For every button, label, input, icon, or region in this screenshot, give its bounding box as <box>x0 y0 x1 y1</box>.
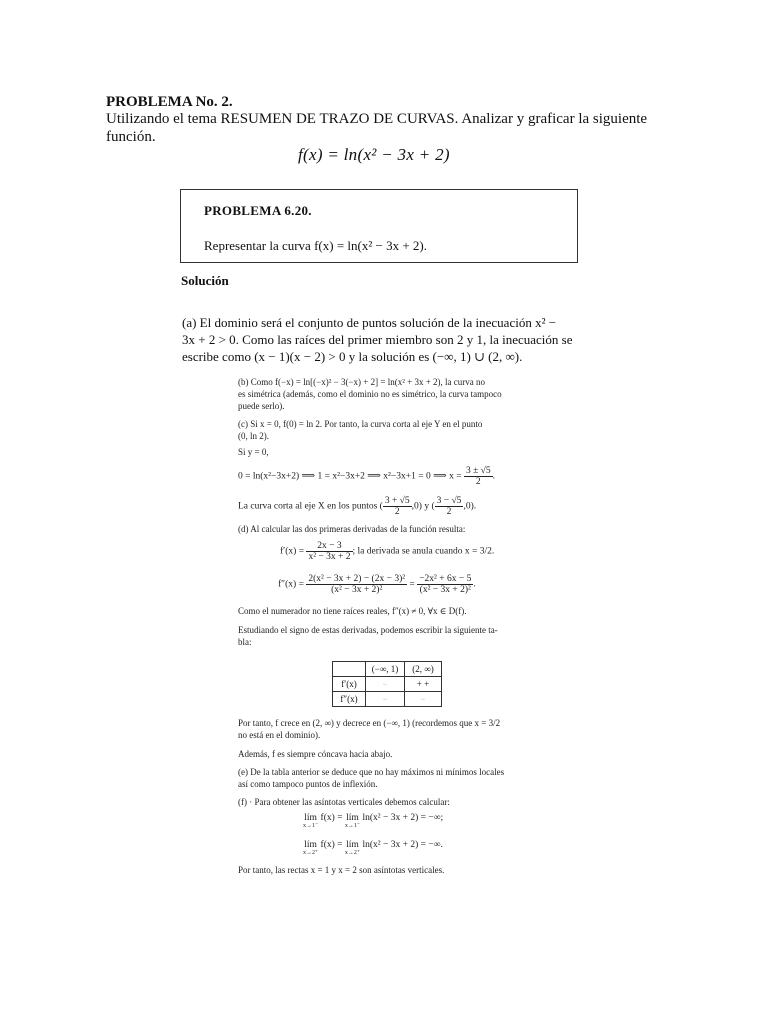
box-text: Representar la curva f(x) = ln(x² − 3x + 2). <box>204 238 427 253</box>
f2-fraction-2 <box>417 574 476 595</box>
lim1-subscript-2: x→1⁻ <box>344 823 361 829</box>
instruction-line-1: Utilizando el tema RESUMEN DE TRAZO DE CURVAS. Analizar y graficar la siguiente <box>106 111 648 127</box>
part-e-line-2: así como tampoco puntos de inflexión. <box>238 779 378 789</box>
cuts-post: ,0). <box>463 501 477 512</box>
zero-equation: 0 = ln(x²−3x+2) ⟹ 1 = x²−3x+2 ⟹ x²−3x+1 = 0 ⟹ x = $\frac{3 \pm √5}{2}$ . <box>238 466 496 487</box>
f2-lhs: f″(x) = <box>278 579 304 590</box>
solution-heading: Solución <box>181 273 229 288</box>
table-header-col1: (−∞, 1) <box>366 662 405 677</box>
part-c-line-1: (c) Si x = 0, f(0) = ln 2. Por tanto, la curva corta al eje Y en el punto <box>238 419 483 429</box>
f2-tail: . <box>473 579 476 590</box>
asymptote-conclusion: Por tanto, las rectas x = 1 y x = 2 son asíntotas verticales. <box>238 865 445 875</box>
part-b-line-2: es simétrica (además, como el dominio no es simétrico, la curva tampoco <box>238 389 502 399</box>
part-c-line-2: (0, ln 2). <box>238 431 269 441</box>
estudiando-line-1: Estudiando el signo de estas derivadas, podemos escribir la siguiente ta- <box>238 625 498 635</box>
f2-equals: = <box>409 579 415 590</box>
roots-num: 3 ± √5 <box>465 466 491 476</box>
lim2-tail: ln(x² − 3x + 2) = −∞. <box>362 840 443 850</box>
x-intercepts <box>238 496 476 517</box>
box-title: PROBLEMA 6.20. <box>204 203 312 218</box>
cuts-pre: La curva corta al eje X en los puntos ( <box>238 501 383 512</box>
table-row1-label: f′(x) <box>333 677 366 692</box>
table-row1-col1: − <box>366 677 405 692</box>
f1-den: x² − 3x + 2 <box>308 552 351 562</box>
roots-fraction <box>464 466 493 487</box>
lim1-mid: f(x) = <box>320 813 343 823</box>
f1-fraction <box>306 541 352 562</box>
table-row <box>333 662 442 677</box>
lim1-operator <box>303 813 318 830</box>
f1-tail: ; la derivada se anula cuando x = 3/2. <box>352 546 495 557</box>
lim1-word: lím <box>304 813 317 823</box>
f2-den: (x² − 3x + 2)² <box>331 585 383 595</box>
cut1-fraction <box>383 496 412 517</box>
table-corner <box>333 662 366 677</box>
instruction-line-2: función. <box>106 129 156 145</box>
part-b-line-3: puede serlo). <box>238 401 285 411</box>
zero-eq-text: 0 = ln(x²−3x+2) ⟹ 1 = x²−3x+2 ⟹ x²−3x+1 = 0 ⟹ x = <box>238 471 462 482</box>
lim2-word-2: lím <box>346 840 359 850</box>
table-row <box>333 677 442 692</box>
lim1-subscript: x→1⁻ <box>303 823 319 829</box>
monotonic-line-2: no está en el dominio). <box>238 730 321 740</box>
f2-num: 2(x² − 3x + 2) − (2x − 3)² <box>308 574 406 584</box>
first-derivative <box>280 541 494 562</box>
concavity-note: Además, f es siempre cóncava hacia abajo. <box>238 749 393 759</box>
table-row2-col2: − <box>405 692 442 707</box>
limit-2 <box>303 840 443 857</box>
sign-table <box>332 661 442 707</box>
f1-lhs: f′(x) = <box>280 546 305 557</box>
table-row2-col1: − <box>366 692 405 707</box>
cut2-num: 3 − √5 <box>436 496 462 506</box>
f2-num2: −2x² + 6x − 5 <box>419 574 472 584</box>
f2-fraction-1 <box>306 574 407 595</box>
problem-title: PROBLEMA No. 2. <box>106 94 233 110</box>
part-f-intro: (f) · Para obtener las asíntotas verticales debemos calcular: <box>238 797 450 807</box>
part-c-line-3: Si y = 0, <box>238 447 269 457</box>
part-d-intro: (d) Al calcular las dos primeras derivadas de la función resulta: <box>238 524 466 534</box>
estudiando-line-2: bla: <box>238 637 252 647</box>
numerator-note: Como el numerador no tiene raíces reales, f″(x) ≠ 0, ∀x ∈ D(f). <box>238 606 467 616</box>
cuts-mid: ,0) y ( <box>411 501 435 512</box>
lim2-operator <box>303 840 318 857</box>
lim1-word-2: lím <box>346 813 359 823</box>
part-b-line-1: (b) Como f(−x) = ln[(−x)² − 3(−x) + 2] = ln(x² + 3x + 2), la curva no <box>238 377 486 387</box>
table-row1-col2: + + <box>405 677 442 692</box>
lim2-word: lím <box>304 840 317 850</box>
lim1-operator-2 <box>345 813 360 830</box>
table-header-col2: (2, ∞) <box>405 662 442 677</box>
f1-num: 2x − 3 <box>306 541 352 552</box>
cut1-num: 3 + √5 <box>384 496 410 506</box>
part-a-line-3: escribe como (x − 1)(x − 2) > 0 y la solución es (−∞, 1) ∪ (2, ∞). <box>182 349 523 364</box>
cut2-den: 2 <box>446 507 452 517</box>
lim2-subscript-2: x→2⁺ <box>344 850 361 856</box>
lim2-subscript: x→2⁺ <box>303 850 319 856</box>
monotonic-line-1: Por tanto, f crece en (2, ∞) y decrece en (−∞, 1) (recordemos que x = 3/2 <box>238 718 501 728</box>
cut1-den: 2 <box>394 507 400 517</box>
second-derivative <box>278 574 476 595</box>
table-row2-label: f″(x) <box>333 692 366 707</box>
lim2-mid: f(x) = <box>320 840 343 850</box>
part-a-line-2: 3x + 2 > 0. Como las raíces del primer miembro son 2 y 1, la inecuación se <box>182 332 573 347</box>
table-row <box>333 692 442 707</box>
lim1-tail: ln(x² − 3x + 2) = −∞; <box>362 813 444 823</box>
limit-1 <box>303 813 443 830</box>
lim2-operator-2 <box>345 840 360 857</box>
part-e-line-1: (e) De la tabla anterior se deduce que no hay máximos ni mínimos locales <box>238 767 505 777</box>
f2-den2: (x² − 3x + 2)² <box>419 585 471 595</box>
cut2-fraction <box>435 496 464 517</box>
function-formula: f(x) = ln(x² − 3x + 2) <box>298 145 450 164</box>
part-a-line-1: (a) El dominio será el conjunto de puntos solución de la inecuación x² − <box>182 315 557 330</box>
roots-den: 2 <box>475 477 481 487</box>
